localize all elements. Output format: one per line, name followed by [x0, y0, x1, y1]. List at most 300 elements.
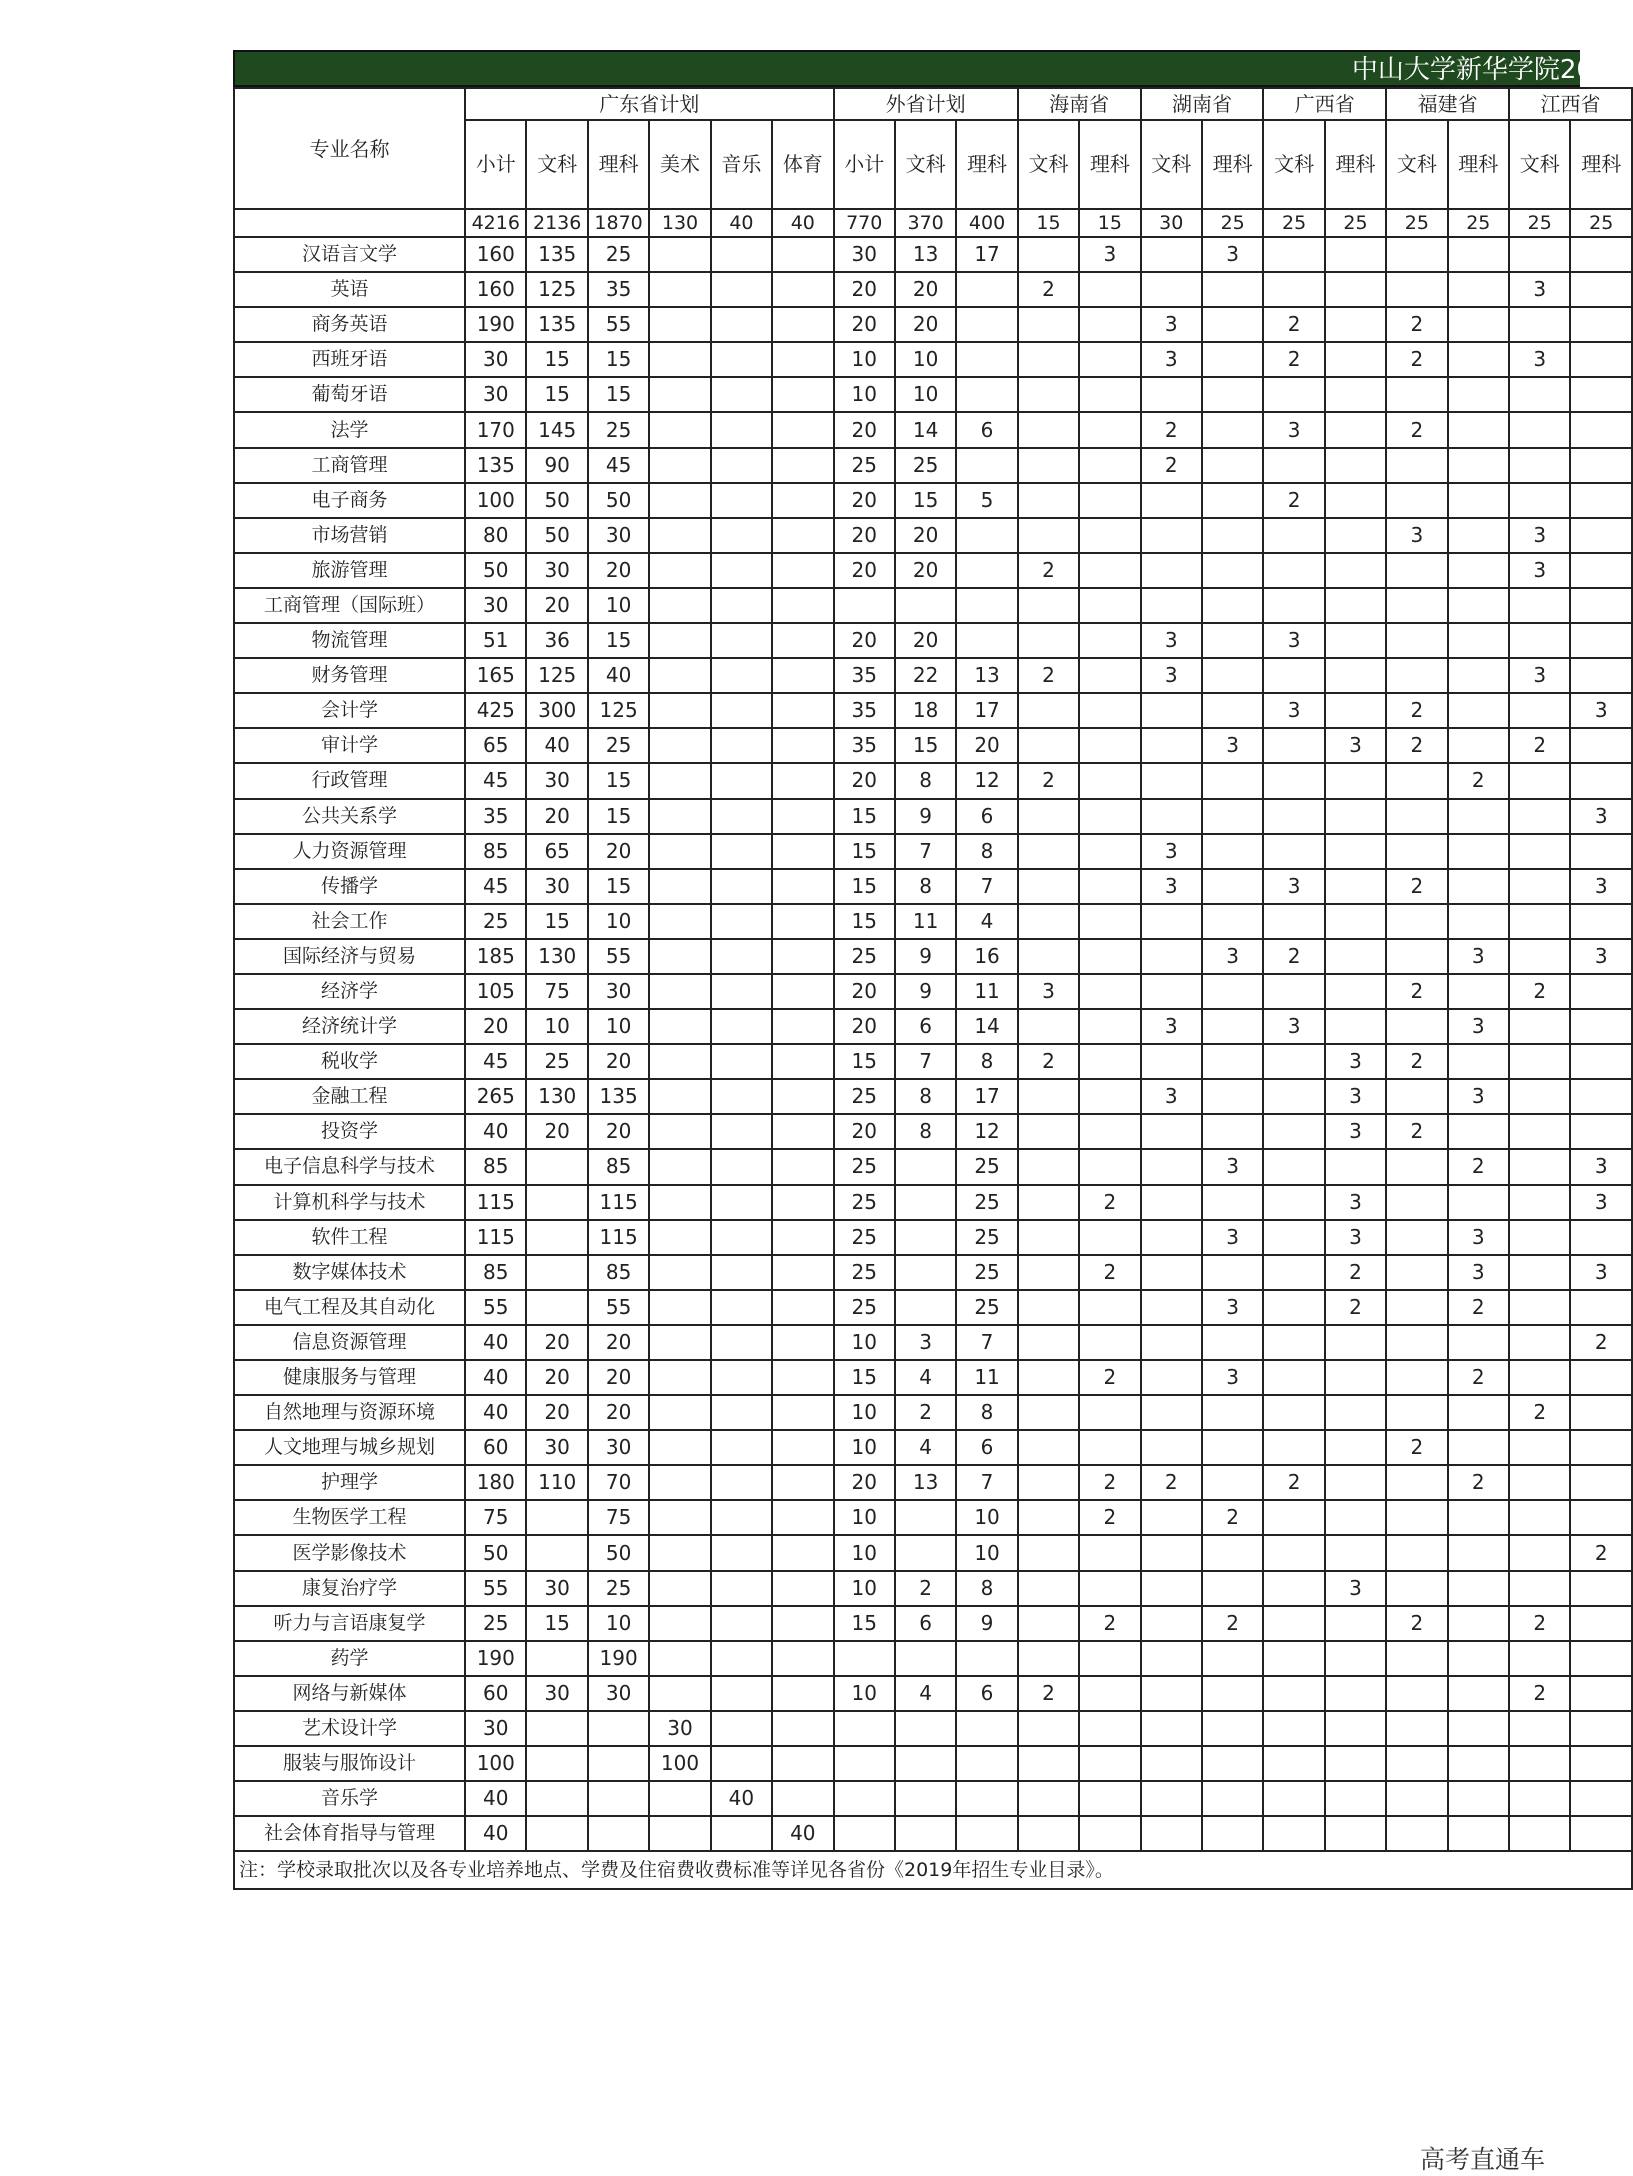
value-cell — [1570, 1746, 1632, 1781]
value-cell: 30 — [526, 1676, 587, 1711]
value-cell — [772, 834, 833, 869]
value-cell: 3 — [1263, 623, 1324, 658]
value-cell — [772, 1641, 833, 1676]
value-cell — [1202, 834, 1263, 869]
value-cell: 20 — [895, 518, 956, 553]
value-cell: 50 — [588, 1535, 649, 1570]
major-name-cell: 西班牙语 — [234, 342, 465, 377]
value-cell: 36 — [526, 623, 587, 658]
column-subheader: 文科 — [526, 120, 587, 209]
value-cell: 13 — [895, 1465, 956, 1500]
value-cell — [649, 623, 710, 658]
value-cell — [711, 237, 772, 272]
value-cell: 8 — [895, 1079, 956, 1114]
value-cell: 15 — [588, 377, 649, 412]
value-cell — [711, 1465, 772, 1500]
value-cell — [1570, 1711, 1632, 1746]
value-cell — [1325, 377, 1386, 412]
value-cell: 3 — [1202, 728, 1263, 763]
value-cell: 8 — [956, 1044, 1017, 1079]
value-cell — [1509, 307, 1570, 342]
column-subheader: 理科 — [1325, 120, 1386, 209]
value-cell: 20 — [834, 553, 895, 588]
value-cell — [1386, 1185, 1447, 1220]
value-cell: 10 — [588, 588, 649, 623]
value-cell: 10 — [956, 1500, 1017, 1535]
column-subheader: 文科 — [1386, 120, 1447, 209]
major-name-cell: 康复治疗学 — [234, 1571, 465, 1606]
value-cell: 10 — [834, 1395, 895, 1430]
value-cell — [711, 1079, 772, 1114]
value-cell — [1141, 1220, 1202, 1255]
value-cell — [895, 1185, 956, 1220]
value-cell: 9 — [956, 1606, 1017, 1641]
value-cell — [711, 1009, 772, 1044]
major-name-cell: 医学影像技术 — [234, 1535, 465, 1570]
value-cell — [1018, 412, 1079, 447]
value-cell — [649, 1641, 710, 1676]
value-cell: 160 — [465, 237, 526, 272]
value-cell — [1141, 272, 1202, 307]
value-cell — [895, 1290, 956, 1325]
value-cell — [1570, 1290, 1632, 1325]
table-row — [234, 1676, 1632, 1711]
column-subheader: 音乐 — [711, 120, 772, 209]
value-cell — [1263, 377, 1324, 412]
table-row — [234, 904, 1632, 939]
value-cell — [1263, 1360, 1324, 1395]
value-cell — [772, 1149, 833, 1184]
value-cell: 35 — [834, 658, 895, 693]
value-cell: 4 — [956, 904, 1017, 939]
value-cell — [1263, 1395, 1324, 1430]
value-cell — [1079, 974, 1140, 1009]
value-cell — [1263, 1185, 1324, 1220]
value-cell — [649, 1606, 710, 1641]
value-cell: 18 — [895, 693, 956, 728]
value-cell — [1141, 1781, 1202, 1816]
value-cell: 15 — [588, 799, 649, 834]
value-cell: 16 — [956, 939, 1017, 974]
value-cell — [1141, 1641, 1202, 1676]
value-cell — [956, 518, 1017, 553]
value-cell: 20 — [526, 1325, 587, 1360]
value-cell — [1386, 1079, 1447, 1114]
value-cell — [1448, 483, 1509, 518]
value-cell: 15 — [588, 623, 649, 658]
value-cell — [1018, 1500, 1079, 1535]
value-cell — [1018, 483, 1079, 518]
value-cell — [711, 1606, 772, 1641]
table-row — [234, 377, 1632, 412]
value-cell — [1202, 1465, 1263, 1500]
value-cell — [711, 658, 772, 693]
value-cell — [711, 1255, 772, 1290]
value-cell — [1325, 1149, 1386, 1184]
value-cell: 3 — [1325, 1220, 1386, 1255]
table-row — [234, 1079, 1632, 1114]
value-cell: 10 — [834, 1430, 895, 1465]
value-cell: 2 — [1448, 1290, 1509, 1325]
table-row — [234, 1395, 1632, 1430]
value-cell — [1202, 623, 1263, 658]
value-cell — [1386, 1571, 1447, 1606]
value-cell — [1263, 763, 1324, 798]
value-cell: 7 — [895, 1044, 956, 1079]
value-cell — [1079, 307, 1140, 342]
value-cell — [649, 518, 710, 553]
major-name-cell: 生物医学工程 — [234, 1500, 465, 1535]
value-cell — [1079, 1781, 1140, 1816]
value-cell: 180 — [465, 1465, 526, 1500]
value-cell: 13 — [956, 658, 1017, 693]
value-cell — [711, 1149, 772, 1184]
value-cell — [1325, 904, 1386, 939]
value-cell: 3 — [1202, 237, 1263, 272]
value-cell — [1202, 307, 1263, 342]
major-name-cell: 物流管理 — [234, 623, 465, 658]
value-cell: 2 — [1448, 1360, 1509, 1395]
value-cell: 2 — [1263, 939, 1324, 974]
value-cell — [1263, 237, 1324, 272]
value-cell — [711, 1500, 772, 1535]
value-cell — [1018, 1746, 1079, 1781]
value-cell: 3 — [1509, 658, 1570, 693]
value-cell — [772, 904, 833, 939]
value-cell — [649, 377, 710, 412]
value-cell: 45 — [588, 448, 649, 483]
value-cell — [834, 1641, 895, 1676]
value-cell: 20 — [895, 272, 956, 307]
value-cell — [772, 728, 833, 763]
value-cell: 3 — [1141, 869, 1202, 904]
value-cell — [1018, 1220, 1079, 1255]
value-cell: 160 — [465, 272, 526, 307]
value-cell — [649, 974, 710, 1009]
value-cell: 55 — [588, 939, 649, 974]
value-cell — [649, 693, 710, 728]
major-name-cell: 软件工程 — [234, 1220, 465, 1255]
value-cell: 3 — [1448, 1255, 1509, 1290]
value-cell — [649, 869, 710, 904]
value-cell — [1141, 939, 1202, 974]
value-cell — [1079, 588, 1140, 623]
value-cell — [1325, 834, 1386, 869]
value-cell — [834, 1781, 895, 1816]
value-cell: 3 — [1509, 518, 1570, 553]
major-name-cell: 投资学 — [234, 1114, 465, 1149]
value-cell — [1018, 588, 1079, 623]
value-cell — [1202, 448, 1263, 483]
value-cell — [1570, 553, 1632, 588]
value-cell — [1386, 1290, 1447, 1325]
value-cell — [1079, 483, 1140, 518]
value-cell — [1018, 1079, 1079, 1114]
value-cell — [1570, 588, 1632, 623]
value-cell: 3 — [1448, 1220, 1509, 1255]
value-cell: 2 — [1570, 1535, 1632, 1570]
value-cell — [1202, 1044, 1263, 1079]
value-cell — [1141, 1500, 1202, 1535]
value-cell — [1448, 1535, 1509, 1570]
column-subheader: 理科 — [1570, 120, 1632, 209]
table-row — [234, 1255, 1632, 1290]
value-cell — [1018, 799, 1079, 834]
value-cell — [711, 412, 772, 447]
column-group-header: 湖南省 — [1141, 88, 1264, 120]
total-cell: 1870 — [588, 209, 649, 237]
value-cell — [1509, 1571, 1570, 1606]
value-cell: 190 — [465, 307, 526, 342]
value-cell — [1509, 1290, 1570, 1325]
value-cell — [649, 483, 710, 518]
value-cell — [772, 1114, 833, 1149]
major-name-cell: 汉语言文学 — [234, 237, 465, 272]
value-cell — [1141, 1255, 1202, 1290]
value-cell — [1202, 1430, 1263, 1465]
value-cell — [1570, 1781, 1632, 1816]
major-name-cell: 艺术设计学 — [234, 1711, 465, 1746]
value-cell — [1202, 588, 1263, 623]
value-cell — [772, 412, 833, 447]
value-cell: 15 — [526, 377, 587, 412]
value-cell: 40 — [465, 1395, 526, 1430]
value-cell: 2 — [1018, 763, 1079, 798]
value-cell — [711, 763, 772, 798]
value-cell — [711, 553, 772, 588]
value-cell: 2 — [1263, 307, 1324, 342]
value-cell: 3 — [1570, 939, 1632, 974]
value-cell: 2 — [1509, 728, 1570, 763]
table-row — [234, 1500, 1632, 1535]
value-cell — [1263, 1746, 1324, 1781]
value-cell: 3 — [1325, 1571, 1386, 1606]
value-cell — [1141, 1606, 1202, 1641]
value-cell — [711, 799, 772, 834]
value-cell: 20 — [526, 1114, 587, 1149]
value-cell — [1509, 1009, 1570, 1044]
value-cell — [1570, 1571, 1632, 1606]
value-cell: 2 — [1386, 1044, 1447, 1079]
value-cell — [1202, 1535, 1263, 1570]
value-cell — [649, 1500, 710, 1535]
value-cell: 20 — [526, 588, 587, 623]
value-cell — [1325, 1606, 1386, 1641]
value-cell — [649, 237, 710, 272]
value-cell — [1448, 1571, 1509, 1606]
value-cell — [526, 1185, 587, 1220]
value-cell — [1570, 377, 1632, 412]
value-cell — [772, 1290, 833, 1325]
value-cell — [1202, 1781, 1263, 1816]
value-cell — [956, 307, 1017, 342]
value-cell — [649, 272, 710, 307]
value-cell — [1202, 412, 1263, 447]
value-cell — [1141, 1290, 1202, 1325]
value-cell — [1509, 623, 1570, 658]
value-cell — [649, 1325, 710, 1360]
value-cell: 8 — [956, 834, 1017, 869]
value-cell: 20 — [834, 412, 895, 447]
value-cell — [1386, 1781, 1447, 1816]
value-cell: 9 — [895, 974, 956, 1009]
table-row — [234, 1430, 1632, 1465]
value-cell — [1448, 728, 1509, 763]
value-cell: 15 — [834, 1606, 895, 1641]
value-cell: 110 — [526, 1465, 587, 1500]
table-row — [234, 1711, 1632, 1746]
value-cell — [895, 1255, 956, 1290]
value-cell — [772, 342, 833, 377]
value-cell: 25 — [588, 1571, 649, 1606]
value-cell: 20 — [834, 518, 895, 553]
value-cell — [956, 342, 1017, 377]
value-cell: 25 — [834, 1220, 895, 1255]
value-cell: 20 — [956, 728, 1017, 763]
value-cell — [1141, 974, 1202, 1009]
value-cell — [1509, 939, 1570, 974]
value-cell: 3 — [1202, 1360, 1263, 1395]
value-cell — [1325, 272, 1386, 307]
value-cell — [1202, 869, 1263, 904]
value-cell — [1202, 1255, 1263, 1290]
value-cell: 2 — [1263, 1465, 1324, 1500]
value-cell — [649, 1149, 710, 1184]
value-cell — [1141, 1360, 1202, 1395]
value-cell — [956, 1746, 1017, 1781]
value-cell — [649, 448, 710, 483]
value-cell — [1386, 834, 1447, 869]
value-cell: 2 — [1018, 553, 1079, 588]
value-cell — [1018, 869, 1079, 904]
value-cell — [711, 448, 772, 483]
value-cell — [649, 799, 710, 834]
value-cell — [1448, 623, 1509, 658]
value-cell — [1448, 693, 1509, 728]
value-cell: 3 — [1570, 799, 1632, 834]
total-cell: 25 — [1263, 209, 1324, 237]
value-cell — [649, 1816, 710, 1851]
value-cell: 2 — [1079, 1500, 1140, 1535]
value-cell: 3 — [1570, 1149, 1632, 1184]
value-cell: 30 — [526, 553, 587, 588]
value-cell — [1202, 483, 1263, 518]
value-cell — [588, 1816, 649, 1851]
value-cell — [1509, 412, 1570, 447]
value-cell — [711, 272, 772, 307]
value-cell — [1202, 1185, 1263, 1220]
value-cell — [1141, 1430, 1202, 1465]
value-cell — [772, 1009, 833, 1044]
value-cell — [526, 1535, 587, 1570]
value-cell — [711, 1114, 772, 1149]
value-cell: 7 — [895, 834, 956, 869]
value-cell: 100 — [465, 1746, 526, 1781]
value-cell — [1509, 1500, 1570, 1535]
value-cell — [1263, 1325, 1324, 1360]
value-cell: 20 — [895, 307, 956, 342]
value-cell — [1570, 272, 1632, 307]
value-cell — [711, 518, 772, 553]
value-cell — [1263, 834, 1324, 869]
value-cell: 11 — [956, 974, 1017, 1009]
major-name-cell: 英语 — [234, 272, 465, 307]
value-cell: 115 — [465, 1220, 526, 1255]
value-cell: 3 — [1202, 939, 1263, 974]
column-subheader: 理科 — [956, 120, 1017, 209]
value-cell: 3 — [1570, 869, 1632, 904]
value-cell: 2 — [1141, 1465, 1202, 1500]
major-name-cell: 药学 — [234, 1641, 465, 1676]
value-cell: 3 — [1570, 1185, 1632, 1220]
value-cell: 45 — [465, 763, 526, 798]
value-cell — [1448, 237, 1509, 272]
value-cell — [1448, 1676, 1509, 1711]
value-cell — [772, 1185, 833, 1220]
value-cell — [1386, 1711, 1447, 1746]
value-cell: 6 — [956, 1430, 1017, 1465]
value-cell: 2 — [1386, 307, 1447, 342]
value-cell — [1325, 483, 1386, 518]
value-cell — [1325, 869, 1386, 904]
value-cell — [1079, 1711, 1140, 1746]
value-cell: 10 — [834, 1571, 895, 1606]
major-name-cell: 财务管理 — [234, 658, 465, 693]
value-cell — [772, 518, 833, 553]
value-cell — [649, 412, 710, 447]
value-cell — [1386, 904, 1447, 939]
column-group-header: 外省计划 — [834, 88, 1018, 120]
major-name-cell: 审计学 — [234, 728, 465, 763]
major-name-cell: 传播学 — [234, 869, 465, 904]
value-cell: 20 — [588, 1114, 649, 1149]
major-name-cell: 服装与服饰设计 — [234, 1746, 465, 1781]
value-cell: 20 — [526, 799, 587, 834]
value-cell: 50 — [526, 483, 587, 518]
value-cell — [1263, 1044, 1324, 1079]
value-cell: 30 — [588, 518, 649, 553]
value-cell — [1263, 272, 1324, 307]
value-cell — [1141, 1185, 1202, 1220]
value-cell: 2 — [1509, 1606, 1570, 1641]
value-cell: 17 — [956, 1079, 1017, 1114]
value-cell: 10 — [834, 1500, 895, 1535]
value-cell — [895, 1711, 956, 1746]
value-cell — [1386, 1535, 1447, 1570]
value-cell — [1263, 1676, 1324, 1711]
value-cell — [895, 1746, 956, 1781]
value-cell — [1141, 1746, 1202, 1781]
value-cell: 10 — [526, 1009, 587, 1044]
value-cell — [649, 1465, 710, 1500]
value-cell — [1448, 1185, 1509, 1220]
value-cell — [1386, 1641, 1447, 1676]
value-cell — [772, 799, 833, 834]
value-cell — [1202, 1114, 1263, 1149]
value-cell: 2 — [1018, 658, 1079, 693]
value-cell: 8 — [895, 869, 956, 904]
value-cell: 11 — [895, 904, 956, 939]
value-cell: 2 — [1386, 412, 1447, 447]
total-cell: 2136 — [526, 209, 587, 237]
value-cell: 135 — [526, 307, 587, 342]
table-row — [234, 869, 1632, 904]
value-cell: 3 — [1079, 237, 1140, 272]
value-cell — [1386, 272, 1447, 307]
value-cell — [711, 834, 772, 869]
value-cell — [1079, 1290, 1140, 1325]
value-cell: 20 — [588, 553, 649, 588]
